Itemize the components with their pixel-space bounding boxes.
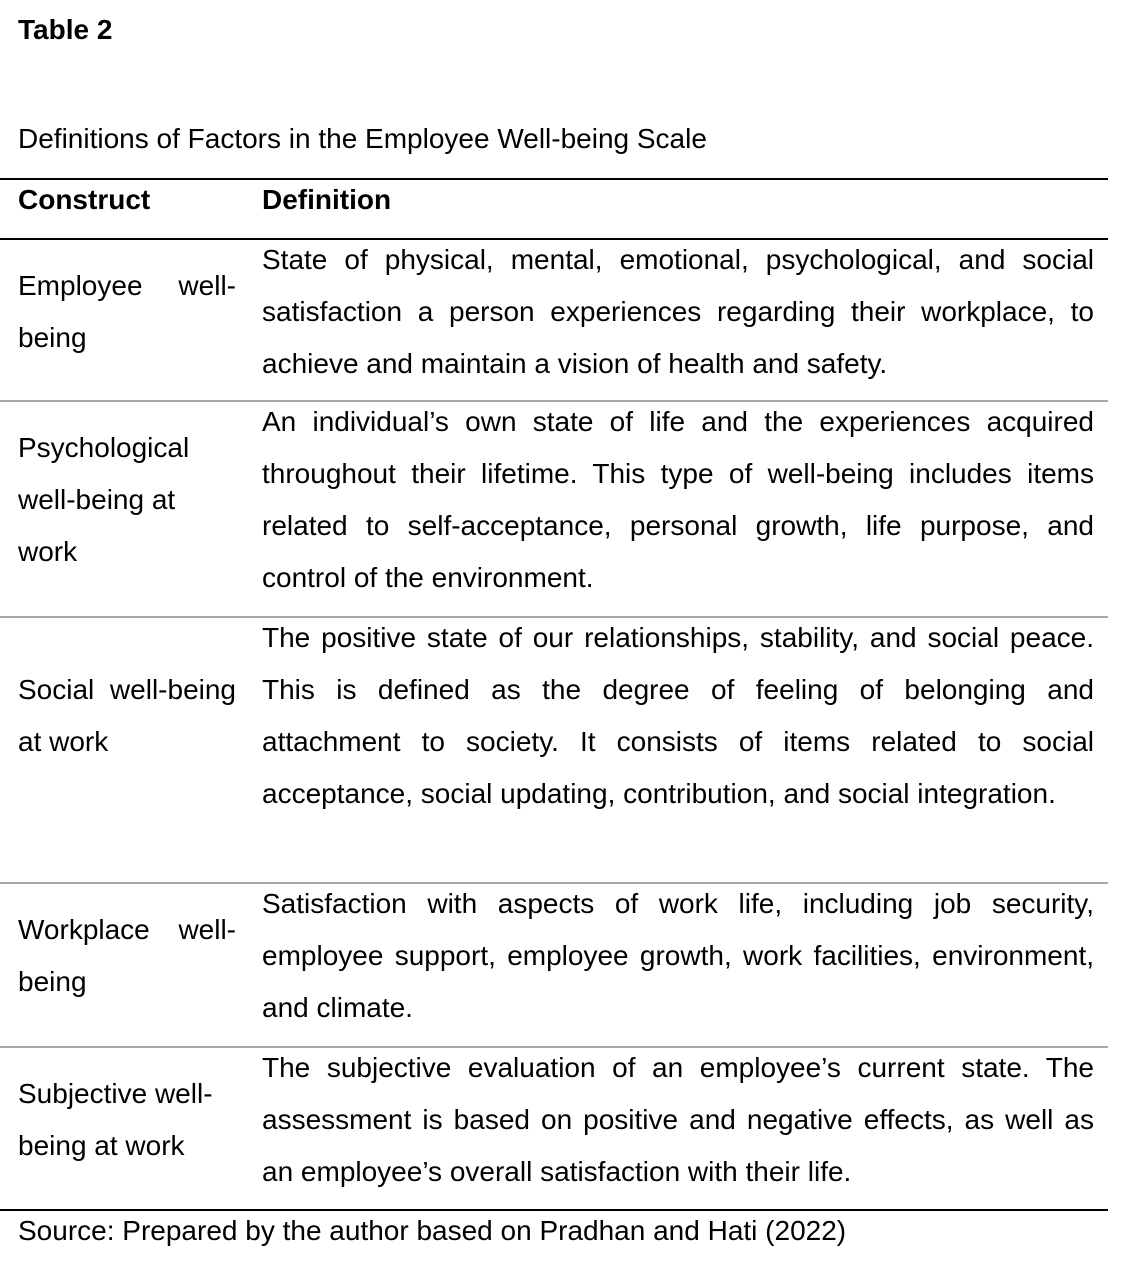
header-definition: Definition xyxy=(262,184,392,215)
row-5-definition: The subjective evaluation of an employee’s current state. The assessment is based on positive and negative effects, as well as an employee’s overall satisfaction with their life. xyxy=(262,1052,1094,1187)
row-3-construct xyxy=(18,664,236,768)
row-2-definition: An individual’s own state of life and the experiences acquired throughout their lifetime. This type of well-being includes items related to self-acceptance, personal growth, life purpose, and control of the environment. xyxy=(262,406,1094,593)
row-2-construct: Psychological well-being at work xyxy=(18,432,190,567)
row-4-definition: Satisfaction with aspects of work life, including job security, employee support, employee growth, work facilities, environment, and climate. xyxy=(262,888,1094,1023)
table-label: Table 2 xyxy=(18,14,113,45)
row-3-definition: The positive state of our relationships, stability, and social peace. This is defined as the degree of feeling of belonging and attachment to society. It consists of items related to social acceptance, social updating, contribution, and social integration. xyxy=(262,622,1094,809)
row-1-construct: Employee well-being xyxy=(18,270,236,353)
table-caption: Definitions of Factors in the Employee Well-being Scale xyxy=(18,123,707,154)
row-5-construct: Subjective well-being at work xyxy=(18,1078,213,1161)
table-source-note: Source: Prepared by the author based on Pradhan and Hati (2022) xyxy=(18,1215,847,1246)
row-1-definition: State of physical, mental, emotional, psychological, and social satisfaction a person experiences regarding their workplace, to achieve and maintain a vision of health and safety. xyxy=(262,244,1094,379)
row-3-construct-text: Social well-being at work xyxy=(18,674,236,757)
table-bottom-rule xyxy=(0,1209,1108,1211)
header-construct: Construct xyxy=(18,184,151,215)
row-4-construct: Workplace well-being xyxy=(18,914,236,997)
